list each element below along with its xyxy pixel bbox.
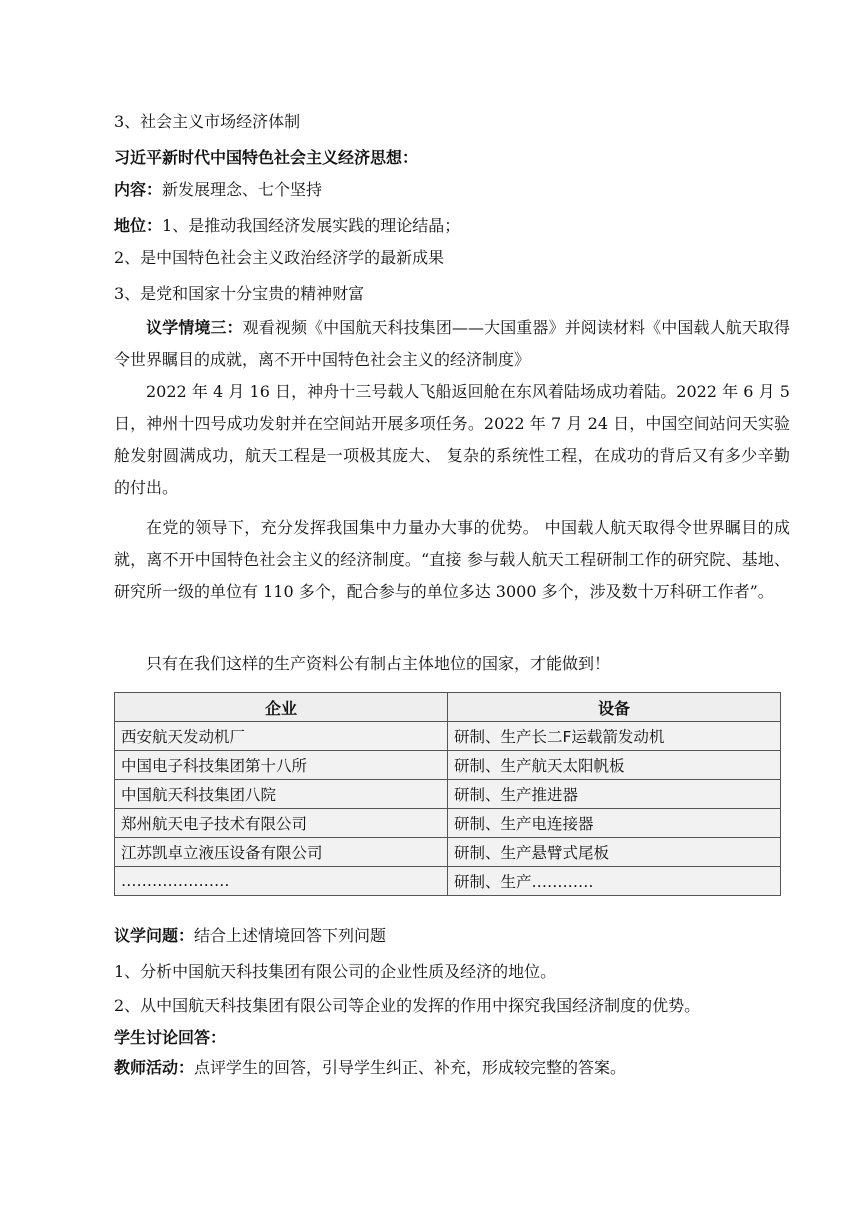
table-row [115,867,781,896]
scenario-label: 议学情境三： [146,318,243,337]
question-1: 1、分析中国航天科技集团有限公司的企业性质及经济的地位。 [114,962,557,981]
paragraph-shenzhou: 2022 年 4 月 16 日，神舟十三号载人飞船返回舱在东风着陆场成功着陆。2022 年 6 月 5 日，神州十四号成功发射并在空间站开展多项任务。2022 年 7 月 24 日，中国空间站问天实验舱发射圆满成功，航天工程是一项极其庞大、 复杂的系统性工程，在成功的背后又有多少辛勤的付出。 [114,382,790,497]
question-intro-text: 结合上述情境回答下列问题 [194,926,387,945]
content-text: 新发展理念、七个坚持 [162,180,323,199]
teacher-activity [114,1054,754,1082]
cell-equipment: 研制、生产悬臂式尾板 [448,838,781,867]
status-line [114,212,754,240]
scenario-paragraph [114,312,790,376]
table-row [115,809,781,838]
question-2: 2、从中国航天科技集团有限公司等企业的发挥的作用中探究我国经济制度的优势。 [114,996,701,1015]
cell-enterprise: 中国电子科技集团第十八所 [115,751,448,780]
status-label: 地位： [114,216,163,235]
content-line [114,176,754,204]
content-label: 内容： [114,180,163,199]
status-text: 1、是推动我国经济发展实践的理论结晶； [162,216,461,235]
enterprise-equipment-table [114,692,781,896]
student-discussion-heading: 学生讨论回答： [114,1028,227,1047]
question-label: 议学问题： [114,926,195,945]
header-enterprise: 企业 [115,693,448,722]
cell-equipment: 研制、生产长二F运载箭发动机 [448,722,781,751]
header-equipment: 设备 [448,693,781,722]
status-item-2: 2、是中国特色社会主义政治经济学的最新成果 [114,248,445,267]
table-row [115,780,781,809]
table-header-row [115,693,781,722]
cell-equipment: 研制、生产推进器 [448,780,781,809]
cell-enterprise: 江苏凯卓立液压设备有限公司 [115,838,448,867]
cell-enterprise: 郑州航天电子技术有限公司 [115,809,448,838]
section-heading: 习近平新时代中国特色社会主义经济思想： [114,148,419,167]
scenario-text: 观看视频《中国航天科技集团——大国重器》并阅读材料《中国载人航天取得令世界瞩目的成就，离不开中国特色社会主义的经济制度》 [114,318,790,369]
table-row [115,838,781,867]
cell-enterprise: 西安航天发动机厂 [115,722,448,751]
table-row [115,751,781,780]
cell-equipment: 研制、生产航天太阳帆板 [448,751,781,780]
cell-enterprise: 中国航天科技集团八院 [115,780,448,809]
cell-enterprise: ………………… [115,867,448,896]
item-3-market-economy: 3、社会主义市场经济体制 [114,112,301,131]
table-row [115,722,781,751]
status-item-3: 3、是党和国家十分宝贵的精神财富 [114,284,365,303]
question-intro [114,922,754,950]
cell-equipment: 研制、生产………… [448,867,781,896]
teacher-activity-text: 点评学生的回答，引导学生纠正、补充，形成较完整的答案。 [194,1058,627,1077]
paragraph-public-ownership: 只有在我们这样的生产资料公有制占主体地位的国家，才能做到！ [146,654,611,673]
cell-equipment: 研制、生产电连接器 [448,809,781,838]
teacher-activity-label: 教师活动： [114,1058,195,1077]
paragraph-party-leadership: 在党的领导下，充分发挥我国集中力量办大事的优势。 中国载人航天取得令世界瞩目的成就，离不开中国特色社会主义的经济制度。“直接 参与载人航天工程研制工作的研究院、基地、研究所一级的单位有 110 多个，配合参与的单位多达 3000 多个，涉及数十万科研工作者”。 [114,518,790,601]
